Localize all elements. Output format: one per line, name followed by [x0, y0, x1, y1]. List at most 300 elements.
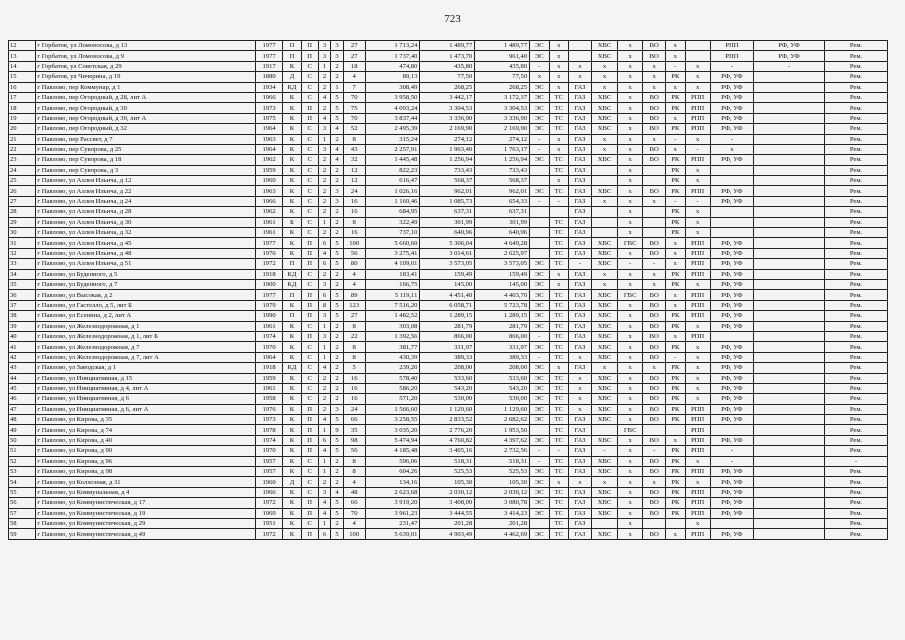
cell-roof-repair: РК	[666, 228, 685, 238]
cell-facade-work: х	[685, 72, 710, 82]
cell-extra-work-2	[754, 467, 825, 477]
cell-living-area: 533,60	[420, 373, 475, 383]
cell-repair-type: Рем.	[824, 446, 887, 456]
cell-wall-material: К	[283, 456, 301, 466]
cell-wall-material: К	[283, 155, 301, 165]
cell-entrances: 1	[318, 321, 331, 331]
cell-series: С	[301, 456, 318, 466]
cell-total-area: 596,06	[365, 456, 420, 466]
cell-series: С	[301, 61, 318, 71]
cell-address: г Павлово, пер Коммунар, д 1	[36, 82, 255, 92]
cell-facade-work: РПП	[685, 331, 710, 341]
cell-sewer: -	[643, 446, 666, 456]
cell-hot-water: х	[618, 124, 643, 134]
cell-apartments: 4	[343, 477, 365, 487]
cell-roof-repair: РК	[666, 487, 685, 497]
cell-series: П	[301, 425, 318, 435]
cell-total-area: 684,95	[365, 207, 420, 217]
cell-gas	[568, 51, 591, 61]
cell-address: г Павлово, ул Коммунистическая, д 17	[36, 498, 255, 508]
cell-repair-type: Рем.	[824, 487, 887, 497]
cell-extra-work-2	[754, 518, 825, 528]
cell-floors: 2	[331, 467, 344, 477]
cell-year-built: 1951	[255, 518, 282, 528]
cell-roof-repair: РК	[666, 498, 685, 508]
cell-address: г Павлово, ул Буденного, д 7	[36, 279, 255, 289]
cell-residential-area: 1 289,15	[475, 311, 530, 321]
cell-gas: ГАЗ	[568, 415, 591, 425]
cell-entrances: 1	[318, 342, 331, 352]
cell-hot-water: х	[618, 103, 643, 113]
cell-sewer	[643, 217, 666, 227]
cell-sewer	[643, 176, 666, 186]
cell-floors: 2	[331, 61, 344, 71]
cell-residential-area: 274,12	[475, 134, 530, 144]
cell-wall-material: К	[283, 92, 301, 102]
cell-extra-work: РФ, УФ	[710, 415, 753, 425]
cell-extra-work-2	[754, 425, 825, 435]
cell-living-area: 568,37	[420, 176, 475, 186]
cell-residential-area: 331,97	[475, 342, 530, 352]
cell-cold-water: ХВС	[591, 508, 617, 518]
cell-entrances: 4	[318, 248, 331, 258]
cell-roof-repair: РК	[666, 72, 685, 82]
cell-floors: 3	[331, 196, 344, 206]
cell-year-built: 1977	[255, 41, 282, 51]
table-row	[9, 342, 888, 352]
cell-elec: -	[530, 456, 549, 466]
cell-living-area: 268,25	[420, 82, 475, 92]
cell-year-built: 1960	[255, 176, 282, 186]
cell-total-area: 1 445,48	[365, 155, 420, 165]
cell-residential-area: 208,00	[475, 363, 530, 373]
cell-gas: ГАЗ	[568, 82, 591, 92]
cell-total-area: 89,13	[365, 72, 420, 82]
cell-extra-work: РПП	[710, 41, 753, 51]
page-number: 723	[444, 13, 461, 25]
cell-address: г Павлово, ул Кирова, д 98	[36, 467, 255, 477]
cell-wall-material: К	[283, 165, 301, 175]
cell-year-built: 1962	[255, 155, 282, 165]
cell-extra-work	[710, 207, 753, 217]
cell-entrances: 1	[318, 134, 331, 144]
cell-extra-work: РФ, УФ	[710, 82, 753, 92]
cell-entrances: 2	[318, 82, 331, 92]
cell-heat: ТС	[549, 311, 568, 321]
cell-total-area: 315,24	[365, 134, 420, 144]
cell-gas: ГАЗ	[568, 196, 591, 206]
cell-series: С	[301, 217, 318, 227]
cell-elec: ЭС	[530, 477, 549, 487]
cell-apartments: 16	[343, 228, 365, 238]
cell-elec: -	[530, 196, 549, 206]
cell-series: С	[301, 394, 318, 404]
cell-hot-water: х	[618, 477, 643, 487]
cell-total-area: 308,49	[365, 82, 420, 92]
cell-elec: ЭС	[530, 415, 549, 425]
cell-facade-work: РПП	[685, 186, 710, 196]
cell-total-area: 5 474,94	[365, 435, 420, 445]
cell-heat: ТС	[549, 186, 568, 196]
cell-facade-work: РПП	[685, 113, 710, 123]
table-row	[9, 238, 888, 248]
cell-heat	[549, 207, 568, 217]
cell-repair-type: Рем.	[824, 321, 887, 331]
cell-address: г Горбатов, ул Ломоносова, д 9	[36, 51, 255, 61]
cell-row-number: 51	[9, 446, 36, 456]
cell-floors: 5	[331, 311, 344, 321]
cell-address: г Павлово, пер Суворова, д 3	[36, 165, 255, 175]
cell-sewer: ВО	[643, 311, 666, 321]
cell-extra-work-2	[754, 498, 825, 508]
cell-cold-water: ХВС	[591, 113, 617, 123]
table-row	[9, 425, 888, 435]
cell-cold-water: ХВС	[591, 290, 617, 300]
cell-year-built: 1969	[255, 508, 282, 518]
cell-hot-water: х	[618, 404, 643, 414]
cell-apartments: 16	[343, 383, 365, 393]
cell-year-built: 1957	[255, 456, 282, 466]
cell-address: г Павлово, ул Коммунальная, д 4	[36, 487, 255, 497]
cell-cold-water	[591, 425, 617, 435]
cell-apartments: 4	[343, 279, 365, 289]
cell-address: г Павлово, пер Огородный, д 32	[36, 124, 255, 134]
table-row	[9, 51, 888, 61]
cell-living-area: 3 014,61	[420, 248, 475, 258]
cell-living-area: 4 760,82	[420, 435, 475, 445]
cell-series: С	[301, 228, 318, 238]
cell-roof-repair: х	[666, 529, 685, 539]
cell-year-built: 1961	[255, 217, 282, 227]
cell-living-area: 274,12	[420, 134, 475, 144]
table-row	[9, 467, 888, 477]
cell-wall-material: К	[283, 228, 301, 238]
cell-extra-work-2	[754, 92, 825, 102]
cell-wall-material: К	[283, 300, 301, 310]
cell-cold-water: -	[591, 446, 617, 456]
cell-heat: ТС	[549, 508, 568, 518]
table-row	[9, 435, 888, 445]
cell-apartments: 56	[343, 446, 365, 456]
cell-roof-repair: РК	[666, 311, 685, 321]
cell-living-area: 4 451,40	[420, 290, 475, 300]
cell-entrances: 2	[318, 165, 331, 175]
cell-apartments: 4	[343, 518, 365, 528]
table-row	[9, 456, 888, 466]
cell-total-area: 2 257,91	[365, 144, 420, 154]
cell-cold-water	[591, 207, 617, 217]
cell-extra-work: РФ, УФ	[710, 196, 753, 206]
cell-floors: 5	[331, 529, 344, 539]
cell-hot-water: х	[618, 113, 643, 123]
cell-entrances: 4	[318, 92, 331, 102]
cell-wall-material: К	[283, 321, 301, 331]
cell-facade-work: РПП	[685, 124, 710, 134]
cell-total-area: 4 185,48	[365, 446, 420, 456]
cell-address: г Павлово, пер Суворова, д 25	[36, 144, 255, 154]
cell-address: г Павлово, ул Аллея Ильича, д 51	[36, 259, 255, 269]
cell-entrances: 2	[318, 477, 331, 487]
cell-wall-material: К	[283, 498, 301, 508]
cell-address: г Павлово, ул Заводская, д 1	[36, 363, 255, 373]
cell-residential-area: 145,00	[475, 279, 530, 289]
cell-repair-type: Рем.	[824, 373, 887, 383]
cell-total-area: 134,16	[365, 477, 420, 487]
cell-hot-water: х	[618, 300, 643, 310]
cell-heat: х	[549, 269, 568, 279]
cell-total-area: 1 737,40	[365, 51, 420, 61]
cell-wall-material: К	[283, 103, 301, 113]
cell-floors: 4	[331, 144, 344, 154]
cell-living-area: 2 030,12	[420, 487, 475, 497]
cell-repair-type: Рем.	[824, 217, 887, 227]
cell-floors: 5	[331, 300, 344, 310]
cell-entrances: 3	[318, 279, 331, 289]
cell-entrances: 2	[318, 394, 331, 404]
cell-year-built: 1960	[255, 477, 282, 487]
cell-facade-work: РПП	[685, 155, 710, 165]
cell-roof-repair: х	[666, 290, 685, 300]
cell-gas: х	[568, 61, 591, 71]
cell-row-number: 13	[9, 51, 36, 61]
cell-address: г Павлово, ул Высокая, д 2	[36, 290, 255, 300]
cell-series: П	[301, 446, 318, 456]
cell-series: П	[301, 498, 318, 508]
cell-facade-work: х	[685, 61, 710, 71]
cell-cold-water: ХВС	[591, 331, 617, 341]
cell-heat: х	[549, 477, 568, 487]
cell-living-area: 1 963,40	[420, 144, 475, 154]
cell-apartments: 75	[343, 103, 365, 113]
cell-total-area: 5 119,11	[365, 290, 420, 300]
cell-extra-work-2	[754, 321, 825, 331]
cell-series: С	[301, 279, 318, 289]
cell-row-number: 24	[9, 165, 36, 175]
cell-wall-material: К	[283, 352, 301, 362]
cell-wall-material: К	[283, 144, 301, 154]
cell-wall-material: КД	[283, 82, 301, 92]
cell-living-area: 77,50	[420, 72, 475, 82]
cell-series: П	[301, 300, 318, 310]
cell-hot-water: х	[618, 165, 643, 175]
cell-elec	[530, 425, 549, 435]
cell-residential-area: 1 489,77	[475, 41, 530, 51]
cell-living-area: 3 405,16	[420, 446, 475, 456]
cell-roof-repair: х	[666, 300, 685, 310]
cell-hot-water: х	[618, 61, 643, 71]
cell-gas: ГАЗ	[568, 165, 591, 175]
cell-floors: 3	[331, 404, 344, 414]
cell-heat: х	[549, 279, 568, 289]
cell-wall-material: К	[283, 373, 301, 383]
cell-living-area: 435,80	[420, 61, 475, 71]
cell-cold-water: х	[591, 363, 617, 373]
cell-year-built: 1961	[255, 383, 282, 393]
cell-series: С	[301, 477, 318, 487]
cell-apartments: 4	[343, 269, 365, 279]
cell-hot-water: х	[618, 311, 643, 321]
cell-address: г Павлово, ул Железнодорожная, д 1	[36, 321, 255, 331]
cell-hot-water: х	[618, 331, 643, 341]
cell-hot-water: х	[618, 383, 643, 393]
cell-residential-area: 105,30	[475, 477, 530, 487]
cell-repair-type: Рем.	[824, 248, 887, 258]
cell-entrances: 4	[318, 415, 331, 425]
cell-floors: 5	[331, 259, 344, 269]
cell-residential-area: 3 172,37	[475, 92, 530, 102]
cell-extra-work-2	[754, 508, 825, 518]
cell-apartments: 12	[343, 176, 365, 186]
cell-extra-work-2	[754, 342, 825, 352]
cell-gas: ГАЗ	[568, 300, 591, 310]
cell-year-built: 1880	[255, 72, 282, 82]
cell-sewer: х	[643, 477, 666, 487]
cell-total-area: 1 566,60	[365, 404, 420, 414]
cell-living-area: 637,31	[420, 207, 475, 217]
cell-repair-type: Рем.	[824, 176, 887, 186]
cell-year-built: 1979	[255, 300, 282, 310]
cell-entrances: 3	[318, 331, 331, 341]
cell-series: П	[301, 259, 318, 269]
cell-roof-repair: х	[666, 259, 685, 269]
cell-address: г Павлово, ул Аллея Ильича, д 45	[36, 238, 255, 248]
cell-repair-type: Рем.	[824, 279, 887, 289]
cell-address: г Павлово, пер Огородный, д 30	[36, 103, 255, 113]
cell-cold-water: ХВС	[591, 373, 617, 383]
cell-entrances: 1	[318, 352, 331, 362]
cell-sewer: х	[643, 269, 666, 279]
cell-hot-water: х	[618, 415, 643, 425]
cell-floors: 2	[331, 217, 344, 227]
cell-heat: ТС	[549, 518, 568, 528]
cell-hot-water: х	[618, 498, 643, 508]
cell-apartments: 16	[343, 394, 365, 404]
cell-facade-work	[685, 51, 710, 61]
cell-extra-work-2	[754, 165, 825, 175]
cell-gas	[568, 41, 591, 51]
cell-living-area: 1 129,60	[420, 404, 475, 414]
cell-extra-work: -	[710, 61, 753, 71]
cell-repair-type: Рем.	[824, 508, 887, 518]
cell-sewer: ВО	[643, 92, 666, 102]
cell-repair-type: Рем.	[824, 82, 887, 92]
cell-apartments: 56	[343, 248, 365, 258]
cell-residential-area: 533,60	[475, 373, 530, 383]
cell-heat: ТС	[549, 331, 568, 341]
cell-gas: ГАЗ	[568, 279, 591, 289]
cell-series: С	[301, 72, 318, 82]
cell-year-built: 1976	[255, 248, 282, 258]
cell-facade-work: х	[685, 352, 710, 362]
cell-residential-area: 201,28	[475, 518, 530, 528]
cell-extra-work: РФ, УФ	[710, 529, 753, 539]
cell-sewer: х	[643, 61, 666, 71]
cell-heat: ТС	[549, 113, 568, 123]
cell-hot-water: х	[618, 176, 643, 186]
table-row	[9, 41, 888, 51]
cell-extra-work: РФ, УФ	[710, 435, 753, 445]
cell-address: г Павлово, ул Инициативная, д 6	[36, 394, 255, 404]
cell-hot-water: х	[618, 508, 643, 518]
cell-sewer: ВО	[643, 300, 666, 310]
cell-elec: ЭС	[530, 321, 549, 331]
cell-entrances: 1	[318, 425, 331, 435]
cell-living-area: 3 442,17	[420, 92, 475, 102]
cell-sewer: ВО	[643, 456, 666, 466]
cell-repair-type: Рем.	[824, 415, 887, 425]
cell-cold-water: ХВС	[591, 394, 617, 404]
cell-apartments: 66	[343, 415, 365, 425]
cell-floors: 4	[331, 155, 344, 165]
cell-wall-material: К	[283, 342, 301, 352]
cell-extra-work: РФ, УФ	[710, 186, 753, 196]
cell-facade-work: РПП	[685, 290, 710, 300]
cell-entrances: 2	[318, 176, 331, 186]
cell-row-number: 30	[9, 228, 36, 238]
cell-roof-repair: РК	[666, 186, 685, 196]
cell-total-area: 2 495,39	[365, 124, 420, 134]
cell-gas: х	[568, 477, 591, 487]
cell-elec	[530, 248, 549, 258]
table-row	[9, 196, 888, 206]
cell-repair-type: Рем.	[824, 113, 887, 123]
cell-elec: ЭС	[530, 279, 549, 289]
cell-repair-type: Рем.	[824, 342, 887, 352]
cell-floors: 2	[331, 518, 344, 528]
cell-living-area: 389,33	[420, 352, 475, 362]
cell-year-built: 1976	[255, 404, 282, 414]
cell-gas: х	[568, 352, 591, 362]
cell-gas: ГАЗ	[568, 207, 591, 217]
cell-sewer: ВО	[643, 415, 666, 425]
cell-residential-area: 4 397,62	[475, 435, 530, 445]
cell-extra-work: РФ, УФ	[710, 72, 753, 82]
cell-row-number: 15	[9, 72, 36, 82]
cell-wall-material: К	[283, 518, 301, 528]
cell-row-number: 53	[9, 467, 36, 477]
cell-living-area: 640,96	[420, 228, 475, 238]
cell-residential-area: 389,33	[475, 352, 530, 362]
table-row	[9, 529, 888, 539]
cell-apartments: 52	[343, 124, 365, 134]
cell-sewer: ВО	[643, 41, 666, 51]
cell-entrances: 2	[318, 103, 331, 113]
cell-extra-work-2: РФ, УФ	[754, 51, 825, 61]
cell-address: г Павлово, ул Коммунистическая, д 19	[36, 508, 255, 518]
cell-cold-water: ХВС	[591, 124, 617, 134]
cell-cold-water: х	[591, 477, 617, 487]
cell-repair-type: Рем.	[824, 331, 887, 341]
cell-elec: ЭС	[530, 404, 549, 414]
cell-repair-type: Рем.	[824, 394, 887, 404]
cell-gas: ГАЗ	[568, 446, 591, 456]
cell-row-number: 26	[9, 186, 36, 196]
cell-extra-work-2	[754, 529, 825, 539]
cell-repair-type: Рем.	[824, 311, 887, 321]
cell-entrances: 6	[318, 529, 331, 539]
cell-entrances: 6	[318, 290, 331, 300]
cell-year-built: 1957	[255, 467, 282, 477]
cell-sewer: ВО	[643, 124, 666, 134]
table-row	[9, 352, 888, 362]
cell-apartments: 7	[343, 82, 365, 92]
cell-series: С	[301, 134, 318, 144]
cell-series: С	[301, 269, 318, 279]
cell-extra-work-2	[754, 217, 825, 227]
cell-row-number: 25	[9, 176, 36, 186]
cell-repair-type: Рем.	[824, 155, 887, 165]
table-row	[9, 279, 888, 289]
